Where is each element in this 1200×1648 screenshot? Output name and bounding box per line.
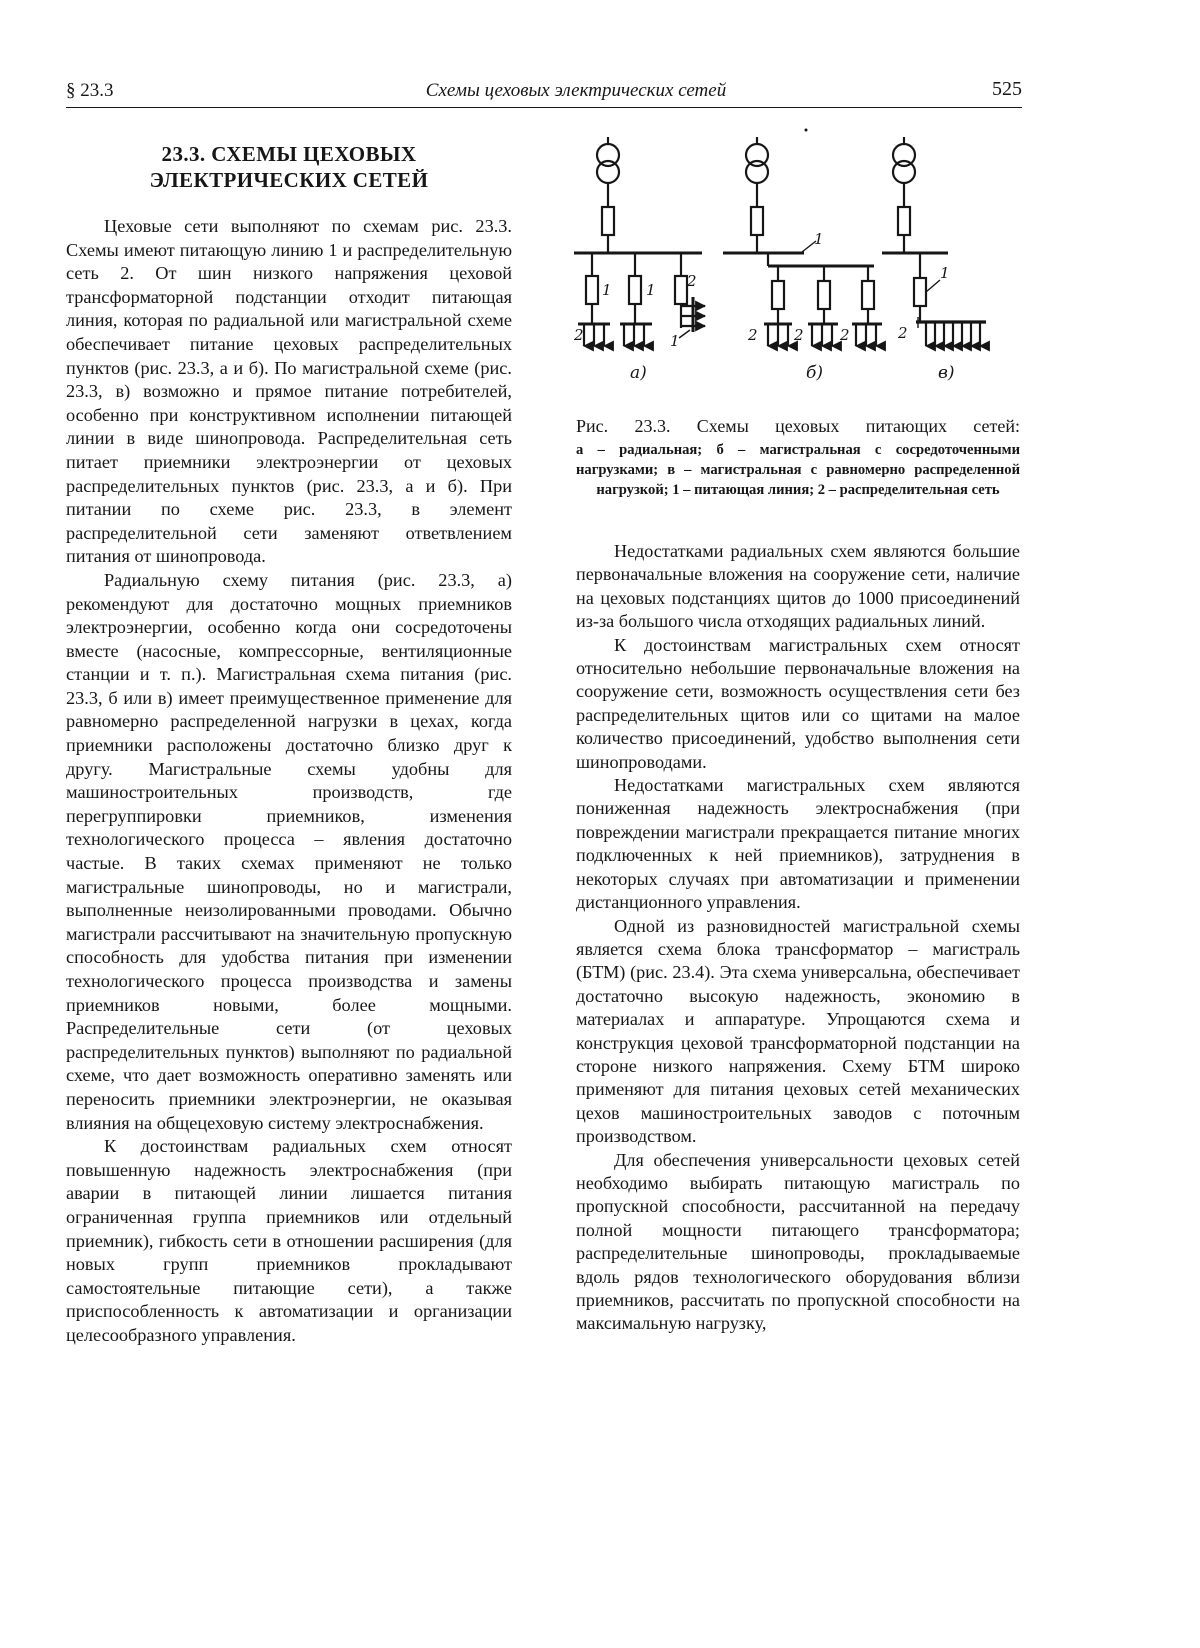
- caption-description: а – радиальная; б – магистральная с сосредоточенными нагрузками; в – магистральная с равномерно распределенной нагрузкой; 1 – питающая линия; 2 – распределительная сеть: [576, 442, 1020, 498]
- running-header: [66, 74, 1022, 108]
- paragraph: Одной из разновидностей магистральной схемы является схема блока трансформатор – магистраль (БТМ) (рис. 23.4). Эта схема универсальна, обеспечивает достаточно высокую надежность, экономию в материалах и аппаратуре. Упрощаются схема и конструкция цеховой трансформаторной подстанции на стороне низкого напряжения. Схему БТМ широко применяют для питания цеховых сетей механических цехов машиностроительных заводов с поточным производством.: [576, 915, 1020, 1147]
- label-line-2: 2: [898, 324, 908, 342]
- circuit-diagram: [576, 132, 1020, 408]
- paragraph: Недостатками радиальных схем являются большие первоначальные вложения на сооружение сети, наличие на цеховых подстанциях щитов до 1000 присоединений из-за большого числа отходящих радиальных линий.: [576, 541, 1020, 632]
- figure-23-3: [576, 132, 1020, 408]
- label-line-1: 1: [602, 281, 612, 299]
- label-line-1: 1: [940, 264, 950, 282]
- label-line-2: 2: [748, 326, 758, 344]
- paragraph: Недостатками магистральных схем являются пониженная надежность электроснабжения (при повреждении магистрали прекращается питание многих подключенных к ней приемников), затруднения в некоторых случаях при автоматизации и применении дистанционного управления.: [576, 775, 1020, 913]
- label-line-2: 2: [840, 326, 850, 344]
- panel-label-b: б): [806, 363, 824, 383]
- page-number: 525: [992, 78, 1022, 100]
- paragraph: К достоинствам радиальных схем относят повышенную надежность электроснабжения (при аварии в питающей линии лишается питания ограниченная группа приемников или отдельный приемник), гибкость сети в отношении расширения (для новых групп приемников прокладывают самостоятельные питающие сети), а также приспособленность к автоматизации и организации целесообразного управления.: [66, 1136, 512, 1345]
- section-title-line1: 23.3. СХЕМЫ ЦЕХОВЫХ: [161, 142, 417, 166]
- label-line-2: 2: [687, 272, 697, 290]
- section-title: [66, 141, 512, 193]
- label-line-2: 2: [574, 326, 584, 344]
- panel-label-a: а): [630, 363, 647, 383]
- paragraph: Радиальную схему питания (рис. 23.3, а) рекомендуют для достаточно мощных приемников электроэнергии, особенно когда они сосредоточены вместе (насосные, компрессорные, вентиляционные станции и т. п.). Магистральная схема питания (рис. 23.3, б или в) имеет преимущественное применение для равномерно распределенной нагрузки в цехах, когда приемники расположены достаточно близко друг к другу. Магистральные схемы удобны для машиностроительных производств, где перегруппировки приемников, изменения технологического процесса – явления достаточно частые. В таких схемах применяют не только магистральные шинопроводы, но и магистрали, выполненные неизолированными проводами. Обычно магистрали рассчитывают на значительную пропускную способность для удобства питания при изменении технологического процесса производства и замены приемников новыми, более мощными. Распределительные сети (от цеховых распределительных пунктов) выполняют по радиальной схеме, что дает возможность оперативно заменять или переносить приемники электроэнергии, не оказывая влияния на общецеховую систему электроснабжения.: [66, 569, 512, 1133]
- running-title: Схемы цеховых электрических сетей: [425, 80, 727, 101]
- label-line-1: 1: [814, 230, 824, 248]
- paragraph: Цеховые сети выполняют по схемам рис. 23.3. Схемы имеют питающую линию 1 и распределительную сеть 2. От шин низкого напряжения цеховой трансформаторной подстанции отходит питающая линия, которая по радиальной или магистральной схеме обеспечивает питание цеховых распределительных пунктов (рис. 23.3, а и б). По магистральной схеме (рис. 23.3, в) возможно и прямое питание потребителей, особенно при конструктивном исполнении питающей линии в виде шинопровода. Распределительная сеть питает приемники электроэнергии от цеховых распределительных пунктов (рис. 23.3, а и б). При питании по схеме рис. 23.3, в элемент распределительной сети заменяют ответвлением питания от шинопровода.: [66, 216, 512, 567]
- transformer-a: [597, 137, 619, 253]
- label-line-1: 1: [646, 281, 656, 299]
- section-title-line2: ЭЛЕКТРИЧЕСКИХ СЕТЕЙ: [149, 168, 429, 192]
- panel-label-c: в): [938, 363, 955, 383]
- header-rule: [66, 107, 1022, 108]
- paragraph: К достоинствам магистральных схем относят относительно небольшие первоначальные вложения на сооружение сети, возможность осуществления сети без распределительных щитов или со щитами на малое количество присоединений, удобство выполнения сети шинопроводами.: [576, 634, 1020, 772]
- caption-title: Рис. 23.3. Схемы цеховых питающих сетей:: [576, 416, 1020, 436]
- right-column: [576, 132, 1020, 1336]
- paragraph: Для обеспечения универсальности цеховых сетей необходимо выбирать питающую магистраль по пропускной способности, рассчитанной на передачу полной мощности питающего трансформатора; распределительные шинопроводы, прокладываемые вдоль рядов технологического оборудования вблизи приемников, рассчитать по пропускной способности на максимальную нагрузку,: [576, 1149, 1020, 1334]
- section-number: § 23.3: [66, 80, 114, 101]
- transformer-c: [893, 137, 915, 253]
- left-column: [66, 141, 512, 1348]
- label-line-2: 2: [794, 326, 804, 344]
- transformer-b: [746, 137, 768, 253]
- figure-caption: [576, 414, 1020, 500]
- label-line-1: 1: [670, 332, 680, 350]
